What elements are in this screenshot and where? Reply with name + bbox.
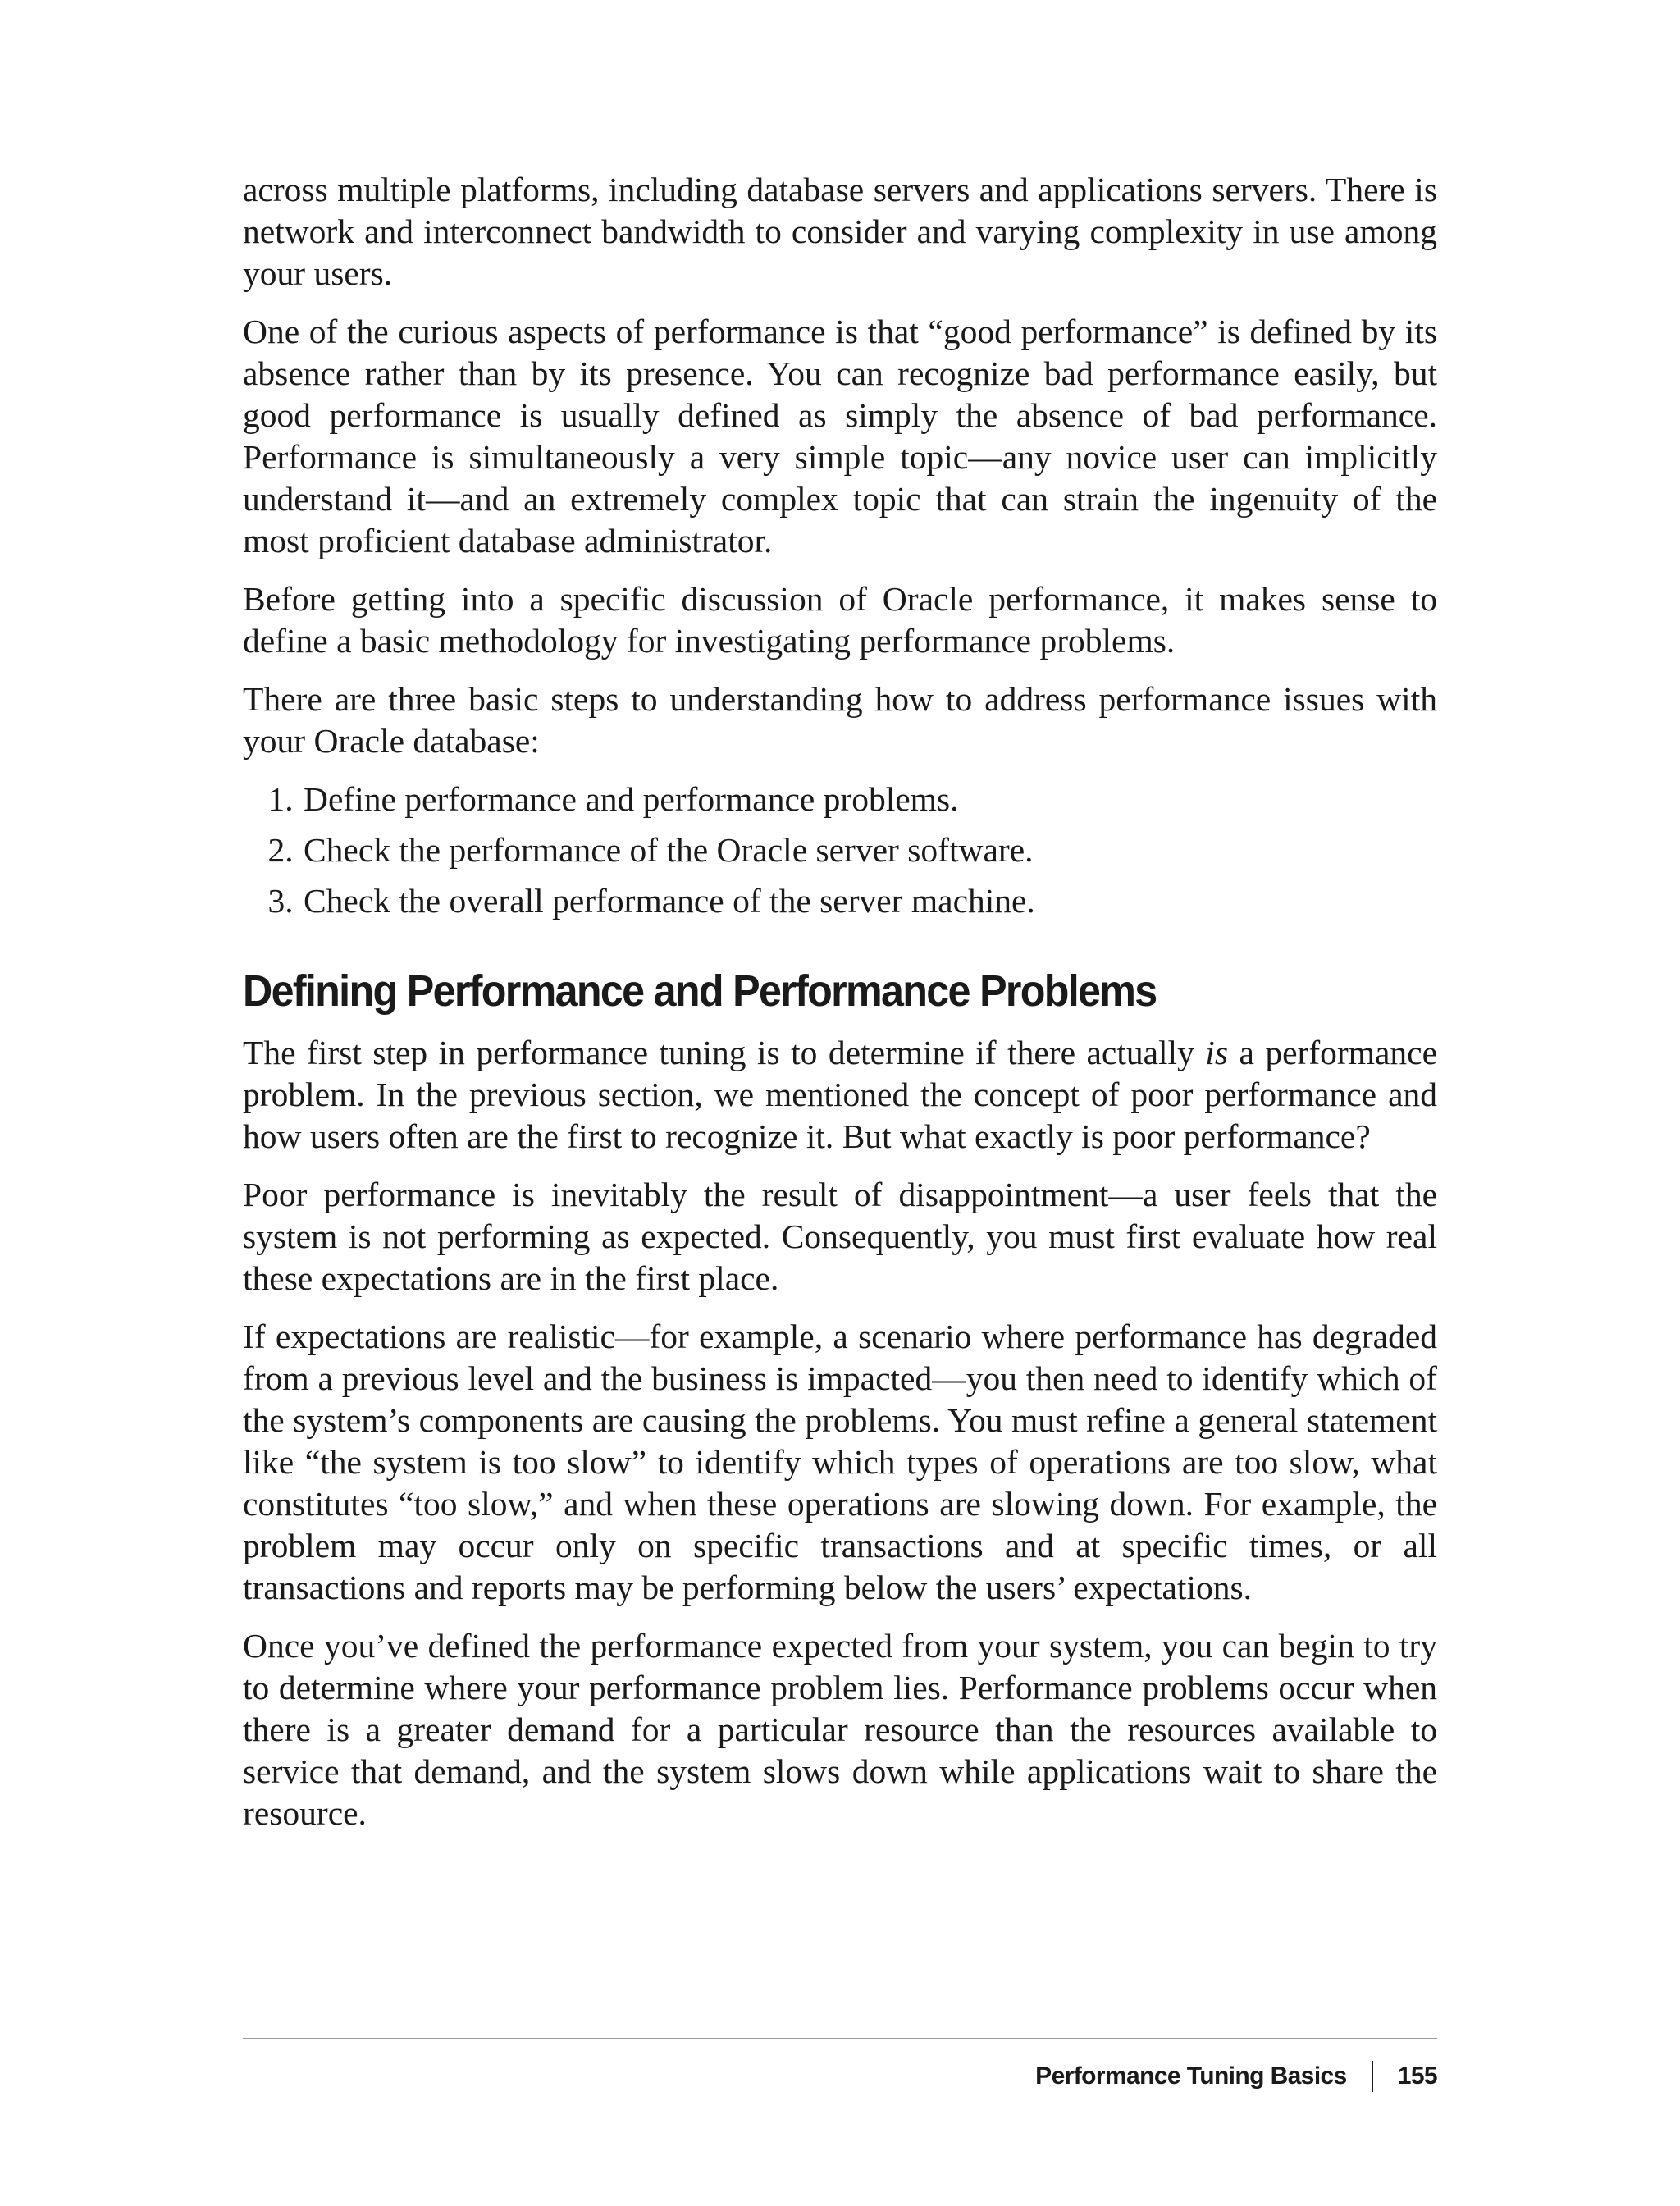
running-footer [1035,2061,1437,2092]
text-run: The first step in performance tuning is to determine if there actually [243,1034,1206,1071]
section-heading: Defining Performance and Performance Problems [243,966,1157,1016]
body-paragraph: Poor performance is inevitably the result of disappointment—a user feels that the system is not performing as expected. Consequently, you must first evaluate how real these expectations are in the first place. [243,1176,1437,1297]
list-item: 3. Check the overall performance of the server machine. [302,880,1437,922]
page-body [243,169,1437,1851]
body-paragraph: One of the curious aspects of performance is that “good performance” is defined by its absence rather than by its presence. You can recognize bad performance easily, but good performance is usually defined as simply the absence of bad performance. Performance is simultaneously a very simple topic—any novice user can implicitly understand it—and an extremely complex topic that can strain the ingenuity of the most proficient database administrator. [243,313,1437,559]
emphasis-text: is [1205,1034,1228,1071]
footer-separator [1372,2061,1373,2092]
text-run: a performance problem. In the previous section, we mentioned the concept of poor performance and how users often are the first to recognize it. But what exactly is poor performance? [243,1034,1437,1155]
list-item: 1. Define performance and performance problems. [302,779,1437,820]
body-paragraph: There are three basic steps to understanding how to address performance issues with your Oracle database: [243,680,1437,760]
footer-chapter-title: Performance Tuning Basics [1035,2062,1347,2090]
body-paragraph: Before getting into a specific discussion of Oracle performance, it makes sense to define a basic methodology for investigating performance problems. [243,580,1437,660]
footer-rule [243,2038,1437,2039]
body-paragraph [243,1032,1437,1158]
page-number: 155 [1397,2062,1437,2090]
list-item: 2. Check the performance of the Oracle server software. [302,829,1437,871]
body-paragraph: If expectations are realistic—for example, a scenario where performance has degraded from a previous level and the business is impacted—you then need to identify which of the system’s components are causing the problems. You must refine a general statement like “the system is too slow” to identify which types of operations are too slow, what constitutes “too slow,” and when these operations are slowing down. For example, the problem may occur only on specific transactions and at specific times, or all transactions and reports may be performing below the users’ expectations. [243,1318,1437,1606]
body-paragraph: across multiple platforms, including database servers and applications servers. There is network and interconnect bandwidth to consider and varying complexity in use among your users. [243,171,1437,292]
body-paragraph: Once you’ve defined the performance expected from your system, you can begin to try to determine where your performance problem lies. Performance problems occur when there is a greater demand for a particular resource than the resources available to service that demand, and the system slows down while applications wait to share the resource. [243,1627,1437,1832]
steps-list [243,779,1437,922]
